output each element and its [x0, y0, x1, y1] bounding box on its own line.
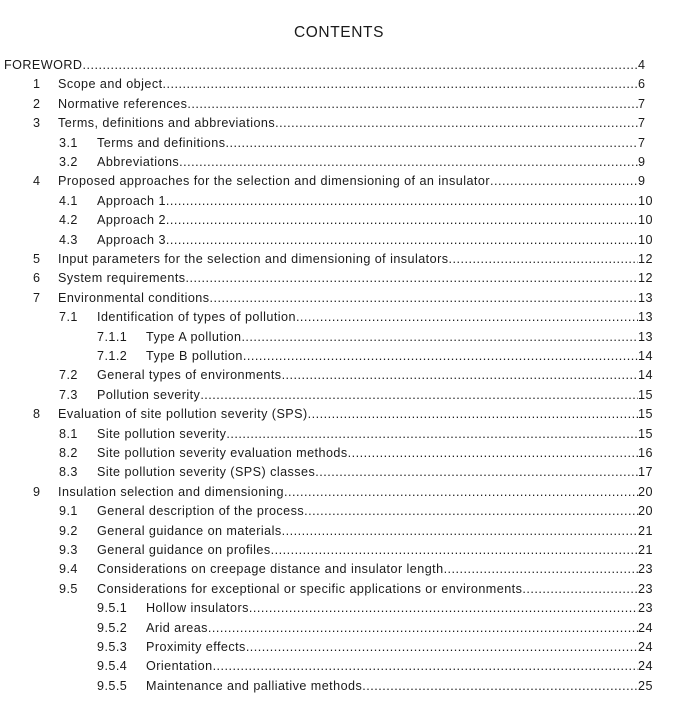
- toc-entry-page-number: 21: [638, 543, 653, 557]
- toc-entry-page-number: 25: [638, 678, 653, 693]
- toc-entry-page-number: 15: [638, 407, 653, 422]
- toc-entry[interactable]: [0, 347, 678, 365]
- toc-entry-label: Input parameters for the selection and dimensioning of insulators: [58, 252, 449, 266]
- dot-leader: [296, 308, 638, 326]
- toc-entry-number: 4: [33, 174, 41, 189]
- toc-entry[interactable]: [0, 269, 678, 287]
- toc-entry-page-number: 20: [638, 504, 653, 519]
- toc-entry[interactable]: [0, 463, 678, 481]
- toc-entry-label: Scope and object: [58, 77, 163, 92]
- toc-entry-page-number: 4: [638, 58, 646, 72]
- toc-entry-number: 5: [33, 252, 41, 266]
- toc-entry-number: 3.1: [59, 135, 78, 150]
- toc-entry-label: Identification of types of pollution: [97, 310, 296, 325]
- toc-entry-page-number: 21: [638, 523, 653, 538]
- dot-leader: [448, 250, 638, 268]
- toc-entry[interactable]: [0, 580, 678, 598]
- toc-entry-page-number: 14: [638, 368, 653, 383]
- toc-entry-label: General guidance on materials: [97, 523, 282, 538]
- toc-entry[interactable]: [0, 75, 678, 93]
- toc-entry-page-number: 14: [638, 349, 653, 363]
- toc-entry-page-number: 17: [638, 465, 653, 480]
- dot-leader: [166, 192, 638, 210]
- dot-leader: [249, 599, 638, 617]
- toc-entry[interactable]: [0, 386, 678, 404]
- dot-leader: [166, 231, 638, 249]
- toc-entry[interactable]: [0, 638, 678, 656]
- toc-entry-label: Maintenance and palliative methods: [146, 678, 363, 693]
- dot-leader: [226, 425, 638, 443]
- toc-entry-label: General description of the process: [97, 504, 305, 519]
- dot-leader: [246, 638, 638, 656]
- toc-entry[interactable]: [0, 405, 678, 423]
- dot-leader: [522, 580, 638, 598]
- dot-leader: [210, 289, 638, 307]
- toc-entry[interactable]: [0, 114, 678, 132]
- toc-entry-number: 9: [33, 484, 41, 499]
- dot-leader: [82, 56, 638, 74]
- toc-entry-page-number: 15: [638, 387, 653, 402]
- toc-entry-number: 8.3: [59, 465, 78, 480]
- toc-entry-page-number: 20: [638, 484, 653, 499]
- toc-entry-number: 3.2: [59, 155, 78, 169]
- toc-entry-number: 7.1.2: [97, 349, 128, 363]
- toc-entry-label: General guidance on profiles: [97, 543, 271, 557]
- toc-entry[interactable]: [0, 250, 678, 268]
- toc-entry[interactable]: [0, 502, 678, 520]
- dot-leader: [271, 541, 638, 559]
- toc-entry-number: 9.5.1: [97, 601, 128, 616]
- dot-leader: [304, 502, 638, 520]
- toc-entry[interactable]: [0, 95, 678, 113]
- toc-entry-label: FOREWORD: [4, 58, 83, 72]
- toc-entry-label: Type A pollution: [146, 329, 242, 344]
- toc-entry-page-number: 16: [638, 446, 653, 460]
- toc-entry[interactable]: [0, 444, 678, 462]
- toc-entry-label: Type B pollution: [146, 349, 243, 363]
- toc-entry-number: 1: [33, 77, 41, 92]
- toc-entry-label: Normative references: [58, 96, 188, 111]
- toc-entry-page-number: 15: [638, 426, 653, 441]
- toc-entry-number: 7.3: [59, 387, 78, 402]
- toc-entry-number: 7.2: [59, 368, 78, 383]
- toc-entry-label: Considerations on creepage distance and insulator length: [97, 562, 444, 577]
- toc-entry[interactable]: [0, 211, 678, 229]
- toc-entry-page-number: 7: [638, 135, 646, 150]
- toc-entry-page-number: 13: [638, 329, 653, 344]
- dot-leader: [243, 347, 638, 365]
- dot-leader: [179, 153, 638, 171]
- toc-entry-label: Approach 3: [97, 232, 166, 247]
- toc-entry-page-number: 13: [638, 290, 653, 305]
- toc-entry-label: System requirements: [58, 271, 186, 286]
- toc-entry[interactable]: [0, 541, 678, 559]
- toc-entry[interactable]: [0, 599, 678, 617]
- toc-entry-label: Arid areas: [146, 620, 208, 635]
- page-title: CONTENTS: [293, 24, 385, 41]
- toc-entry[interactable]: [0, 483, 678, 501]
- dot-leader: [282, 522, 638, 540]
- toc-entry-number: 9.1: [59, 504, 78, 519]
- toc-entry-label: Evaluation of site pollution severity (SPS): [58, 407, 308, 422]
- dot-leader: [241, 328, 638, 346]
- dot-leader: [348, 444, 638, 462]
- toc-entry-label: Proximity effects: [146, 640, 246, 654]
- toc-entry-label: Approach 1: [97, 193, 166, 208]
- toc-entry-number: 7.1.1: [97, 329, 128, 344]
- dot-leader: [284, 483, 638, 501]
- toc-entry-label: Terms and definitions: [97, 135, 226, 150]
- dot-leader: [362, 677, 638, 695]
- toc-entry-number: 7.1: [59, 310, 78, 325]
- dot-leader: [315, 463, 638, 481]
- dot-leader: [490, 172, 638, 190]
- toc-entry[interactable]: [0, 328, 678, 346]
- toc-entry-label: Site pollution severity (SPS) classes: [97, 465, 316, 480]
- toc-entry[interactable]: [0, 619, 678, 637]
- toc-entry[interactable]: [0, 677, 678, 695]
- toc-entry-label: Orientation: [146, 659, 213, 674]
- dot-leader: [186, 269, 638, 287]
- dot-leader: [225, 134, 638, 152]
- toc-entry-page-number: 12: [638, 271, 653, 286]
- toc-entry-page-number: 12: [638, 252, 653, 266]
- dot-leader: [200, 386, 638, 404]
- toc-entry-page-number: 23: [638, 601, 653, 616]
- toc-entry[interactable]: [0, 172, 678, 190]
- toc-entry-page-number: 24: [638, 659, 653, 674]
- dot-leader: [444, 560, 638, 578]
- dot-leader: [308, 405, 638, 423]
- toc-entry-label: Hollow insulators: [146, 601, 249, 616]
- toc-entry-number: 8: [33, 407, 41, 422]
- toc-entry-number: 9.4: [59, 562, 78, 577]
- dot-leader: [163, 75, 638, 93]
- toc-entry-number: 9.5.5: [97, 678, 128, 693]
- dot-leader: [275, 114, 638, 132]
- dot-leader: [187, 95, 638, 113]
- toc-entry-page-number: 13: [638, 310, 653, 325]
- toc-entry-number: 6: [33, 271, 41, 286]
- toc-entry-label: Site pollution severity evaluation methods: [97, 446, 348, 460]
- toc-entry-label: Terms, definitions and abbreviations: [58, 116, 276, 131]
- toc-entry[interactable]: [0, 231, 678, 249]
- toc-entry-number: 8.1: [59, 426, 78, 441]
- toc-entry-page-number: 6: [638, 77, 646, 92]
- toc-entry-page-number: 23: [638, 562, 653, 577]
- toc-entry-page-number: 10: [638, 193, 653, 208]
- toc-entry-page-number: 9: [638, 174, 646, 189]
- toc-entry[interactable]: [0, 134, 678, 152]
- toc-entry[interactable]: [0, 366, 678, 384]
- toc-entry[interactable]: [0, 522, 678, 540]
- toc-entry-page-number: 24: [638, 640, 653, 654]
- toc-entry-page-number: 24: [638, 620, 653, 635]
- toc-entry-number: 2: [33, 96, 41, 111]
- toc-entry-number: 7: [33, 290, 41, 305]
- toc-entry-number: 4.3: [59, 232, 78, 247]
- toc-entry-label: Environmental conditions: [58, 290, 210, 305]
- dot-leader: [166, 211, 638, 229]
- toc-entry-number: 9.5.2: [97, 620, 128, 635]
- toc-entry[interactable]: [0, 56, 678, 74]
- toc-entry-number: 4.2: [59, 213, 78, 228]
- toc-entry-label: Site pollution severity: [97, 426, 227, 441]
- toc-entry-page-number: 7: [638, 116, 646, 131]
- toc-entry-label: Pollution severity: [97, 387, 201, 402]
- toc-entry-number: 9.5.3: [97, 640, 128, 654]
- dot-leader: [282, 366, 638, 384]
- toc-entry-page-number: 10: [638, 213, 653, 228]
- toc-entry-number: 3: [33, 116, 41, 131]
- toc-entry-number: 9.2: [59, 523, 78, 538]
- toc-entry[interactable]: [0, 289, 678, 307]
- dot-leader: [213, 657, 638, 675]
- toc-entry[interactable]: [0, 560, 678, 578]
- toc-entry[interactable]: [0, 425, 678, 443]
- toc-entry-label: Considerations for exceptional or specific applications or environments: [97, 581, 523, 596]
- toc-entry[interactable]: [0, 192, 678, 210]
- toc-entry-number: 8.2: [59, 446, 78, 460]
- toc-entry-page-number: 9: [638, 155, 646, 169]
- toc-entry[interactable]: [0, 308, 678, 326]
- toc-entry-number: 9.5.4: [97, 659, 128, 674]
- toc-entry[interactable]: [0, 657, 678, 675]
- toc-entry-number: 9.3: [59, 543, 78, 557]
- toc-entry-page-number: 10: [638, 232, 653, 247]
- toc-entry-label: General types of environments: [97, 368, 282, 383]
- toc-entry-page-number: 7: [638, 96, 646, 111]
- toc-entry-number: 9.5: [59, 581, 78, 596]
- toc-entry-number: 4.1: [59, 193, 78, 208]
- toc-entry-label: Proposed approaches for the selection and dimensioning of an insulator: [58, 174, 490, 189]
- toc-entry[interactable]: [0, 153, 678, 171]
- toc-entry-label: Abbreviations: [97, 155, 180, 169]
- toc-entry-label: Insulation selection and dimensioning: [58, 484, 284, 499]
- dot-leader: [208, 619, 638, 637]
- toc-entry-label: Approach 2: [97, 213, 166, 228]
- toc-entry-page-number: 23: [638, 581, 653, 596]
